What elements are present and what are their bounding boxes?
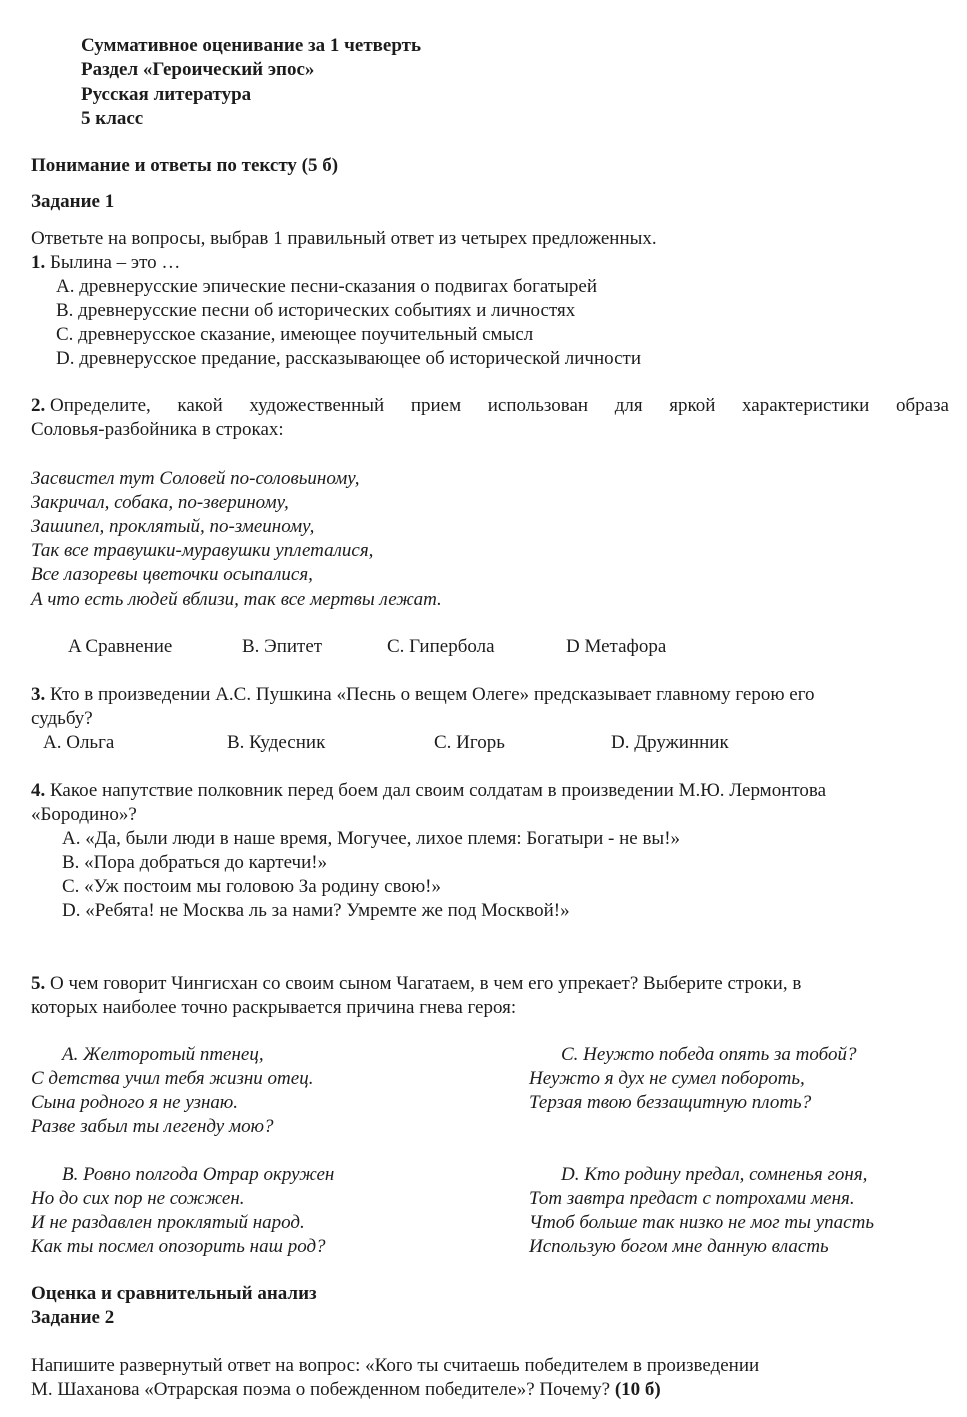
- q5-number: 5.: [31, 973, 46, 994]
- section1-title: Понимание и ответы по тексту (5 б): [31, 155, 339, 176]
- q5-question-line1: [31, 972, 801, 996]
- q5-option-a-line: С детства учил тебя жизни отец.: [31, 1068, 314, 1089]
- q1-text: Былина – это …: [50, 252, 181, 273]
- task2-title: Задание 2: [31, 1307, 115, 1328]
- q4-option-d: D. «Ребята! не Москва ль за нами? Умремте же под Москвой!»: [62, 900, 570, 921]
- q5-option-d-line: Тот завтра предаст с потрохами меня.: [529, 1188, 855, 1209]
- q3-number: 3.: [31, 684, 46, 705]
- q4-question-line2: «Бородино»?: [31, 804, 137, 825]
- q5-option-c-head: C. Неужто победа опять за тобой?: [561, 1044, 857, 1065]
- q5-text: О чем говорит Чингисхан со своим сыном Чагатаем, в чем его упрекает? Выберите строки, в: [50, 973, 802, 994]
- q5-option-a-line: Разве забыл ты легенду мою?: [31, 1116, 274, 1137]
- q2-option-a: A Сравнение: [68, 636, 173, 657]
- task2-points: (10 б): [614, 1379, 661, 1400]
- q4-option-a: A. «Да, были люди в наше время, Могучее, лихое племя: Богатыри - не вы!»: [62, 828, 681, 849]
- q5-option-a-head: A. Желторотый птенец,: [62, 1044, 264, 1065]
- q2-option-c: C. Гипербола: [387, 636, 495, 657]
- q2-word: характеристики: [742, 395, 870, 416]
- q5-option-d-line: Чтоб больше так низко не мог ты упасть: [529, 1212, 874, 1233]
- header-subject: Русская литература: [81, 84, 252, 105]
- q2-word: использован: [487, 395, 589, 416]
- q2-word: какой: [177, 395, 223, 416]
- q2-word: художественный: [249, 395, 385, 416]
- q1-option-d: D. древнерусское предание, рассказывающее об исторической личности: [56, 348, 642, 369]
- q4-number: 4.: [31, 780, 46, 801]
- q3-option-a: A. Ольга: [43, 732, 115, 753]
- q5-option-d-head: D. Кто родину предал, сомненья гоня,: [561, 1164, 868, 1185]
- task1-title: Задание 1: [31, 191, 115, 212]
- q5-option-b-line: И не раздавлен проклятый народ.: [31, 1212, 305, 1233]
- q3-text: Кто в произведении А.С. Пушкина «Песнь о вещем Олеге» предсказывает главному герою его: [50, 684, 815, 705]
- q2-number: 2.: [31, 395, 46, 416]
- q5-option-a-line: Сына родного я не узнаю.: [31, 1092, 239, 1113]
- q2-poem-line: Так все травушки-муравушки уплеталися,: [31, 540, 374, 561]
- q5-option-b-line: Как ты посмел опозорить наш род?: [31, 1236, 326, 1257]
- q2-word: Определите,: [50, 395, 151, 416]
- q5-option-b-line: Но до сих пор не сожжен.: [31, 1188, 245, 1209]
- q1-option-b: B. древнерусские песни об исторических событиях и личностях: [56, 300, 576, 321]
- task2-question-line2: [31, 1378, 661, 1402]
- header-grade: 5 класс: [81, 108, 144, 129]
- q2-poem-line: А что есть людей вблизи, так все мертвы лежат.: [31, 589, 442, 610]
- section2-title: Оценка и сравнительный анализ: [31, 1283, 317, 1304]
- q1-number: 1.: [31, 252, 46, 273]
- q4-text: Какое напутствие полковник перед боем дал своим солдатам в произведении М.Ю. Лермонтова: [50, 780, 827, 801]
- q3-question-line1: [31, 683, 815, 707]
- q2-poem-line: Зашипел, проклятый, по-змеиному,: [31, 516, 315, 537]
- task2-question-text: М. Шаханова «Отрарская поэма о побежденном победителе»? Почему?: [31, 1379, 611, 1400]
- q2-question-line1: [31, 394, 949, 418]
- q2-word: для: [614, 395, 643, 416]
- q2-poem-line: Все лазоревы цветочки осыпалися,: [31, 564, 313, 585]
- q5-option-d-line: Использую богом мне данную власть: [529, 1236, 829, 1257]
- q4-option-c: C. «Уж постоим мы головою За родину свою!»: [62, 876, 441, 897]
- header-section: Раздел «Героический эпос»: [81, 59, 315, 80]
- q2-word: образа: [895, 395, 949, 416]
- q5-option-b-head: B. Ровно полгода Отрар окружен: [62, 1164, 335, 1185]
- q3-option-d: D. Дружинник: [611, 732, 729, 753]
- q4-question-line1: [31, 779, 826, 803]
- q2-word: прием: [410, 395, 462, 416]
- q5-option-c-line: Терзая твою беззащитную плоть?: [529, 1092, 812, 1113]
- q4-option-b: B. «Пора добраться до картечи!»: [62, 852, 328, 873]
- q2-word: яркой: [669, 395, 716, 416]
- task1-instruction: Ответьте на вопросы, выбрав 1 правильный ответ из четырех предложенных.: [31, 228, 657, 249]
- q2-question-line2: Соловья-разбойника в строках:: [31, 419, 284, 440]
- q2-option-b: B. Эпитет: [242, 636, 323, 657]
- q3-question-line2: судьбу?: [31, 708, 93, 729]
- task2-question-line1: Напишите развернутый ответ на вопрос: «Кого ты считаешь победителем в произведении: [31, 1355, 760, 1376]
- q3-option-c: C. Игорь: [434, 732, 505, 753]
- q2-poem-line: Закричал, собака, по-звериному,: [31, 492, 289, 513]
- q5-option-c-line: Неужто я дух не сумел побороть,: [529, 1068, 805, 1089]
- q1-question: [31, 251, 180, 275]
- q3-option-b: B. Кудесник: [227, 732, 326, 753]
- header-title: Суммативное оценивание за 1 четверть: [81, 35, 422, 56]
- q1-option-c: C. древнерусское сказание, имеющее поучительный смысл: [56, 324, 534, 345]
- q1-option-a: A. древнерусские эпические песни-сказания о подвигах богатырей: [56, 276, 598, 297]
- q2-option-d: D Метафора: [566, 636, 667, 657]
- q2-poem-line: Засвистел тут Соловей по-соловьиному,: [31, 468, 360, 489]
- q5-question-line2: которых наиболее точно раскрывается причина гнева героя:: [31, 997, 517, 1018]
